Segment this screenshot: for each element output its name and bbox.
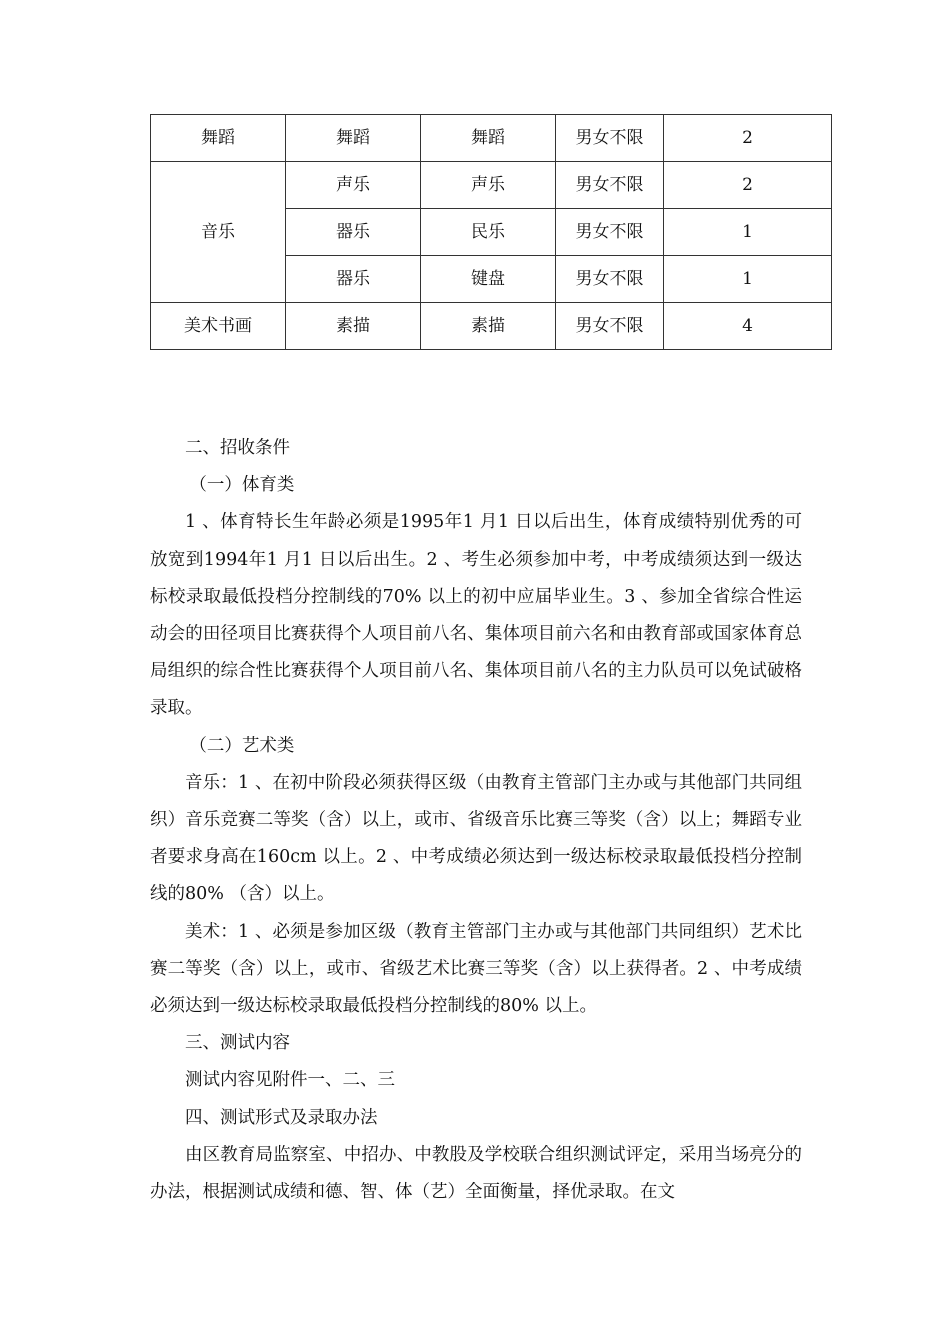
table-cell-subitem: 舞蹈 (421, 115, 556, 162)
table-row (151, 115, 832, 162)
table-cell-gender: 男女不限 (556, 256, 664, 303)
table-cell-count: 2 (664, 115, 832, 162)
table-cell-item: 素描 (286, 303, 421, 350)
section-heading-test-format: 四、测试形式及录取办法 (185, 1107, 378, 1128)
table-cell-subitem: 声乐 (421, 162, 556, 209)
table-row (151, 162, 832, 209)
table-cell-category: 美术书画 (151, 303, 286, 350)
subsection-heading-arts: （二）艺术类 (189, 735, 295, 756)
table-cell-subitem: 键盘 (421, 256, 556, 303)
table-cell-item: 声乐 (286, 162, 421, 209)
table-row (151, 303, 832, 350)
table-cell-item: 器乐 (286, 256, 421, 303)
table-cell-category: 音乐 (151, 162, 286, 303)
table-cell-gender: 男女不限 (556, 162, 664, 209)
paragraph-test-format: 由区教育局监察室、中招办、中教股及学校联合组织测试评定，采用当场亮分的办法，根据测试成绩和德、智、体（艺）全面衡量，择优录取。在文 (150, 1144, 802, 1203)
paragraph-fine-arts-requirements: 美术：1 、必须是参加区级（教育主管部门主办或与其他部门共同组织）艺术比赛二等奖（含）以上，或市、省级艺术比赛三等奖（含）以上获得者。2 、中考成绩必须达到一级达标校录取最低投档分控制线的80% 以上。 (150, 921, 802, 1017)
table-cell-subitem: 民乐 (421, 209, 556, 256)
table-cell-count: 4 (664, 303, 832, 350)
paragraph-music-requirements: 音乐：1 、在初中阶段必须获得区级（由教育主管部门主办或与其他部门共同组织）音乐竞赛二等奖（含）以上，或市、省级音乐比赛三等奖（含）以上；舞蹈专业者要求身高在160cm 以上。2 、中考成绩必须达到一级达标校录取最低投档分控制线的80% （含）以上。 (150, 772, 802, 905)
table-cell-subitem: 素描 (421, 303, 556, 350)
section-heading-admission-conditions: 二、招收条件 (185, 438, 290, 458)
table-cell-count: 1 (664, 256, 832, 303)
table-cell-item: 舞蹈 (286, 115, 421, 162)
table-cell-category: 舞蹈 (151, 115, 286, 162)
paragraph-test-content: 测试内容见附件一、二、三 (185, 1070, 395, 1091)
paragraph-sports-requirements: 1 、体育特长生年龄必须是1995年1 月1 日以后出生，体育成绩特别优秀的可放宽到1994年1 月1 日以后出生。2 、考生必须参加中考，中考成绩须达到一级达标校录取最低投档分控制线的70% 以上的初中应届毕业生。3 、参加全省综合性运动会的田径项目比赛获得个人项目前八名、集体项目前六名和由教育部或国家体育总局组织的综合性比赛获得个人项目前八名、集体项目前八名的主力队员可以免试破格录取。 (150, 512, 802, 719)
table-cell-gender: 男女不限 (556, 115, 664, 162)
table-cell-count: 1 (664, 209, 832, 256)
quota-table (150, 114, 832, 350)
table-cell-gender: 男女不限 (556, 209, 664, 256)
table-cell-count: 2 (664, 162, 832, 209)
document-body (150, 430, 802, 1211)
section-heading-test-content: 三、测试内容 (185, 1033, 290, 1054)
subsection-heading-sports: （一）体育类 (189, 475, 295, 496)
table-cell-gender: 男女不限 (556, 303, 664, 350)
table-cell-item: 器乐 (286, 209, 421, 256)
